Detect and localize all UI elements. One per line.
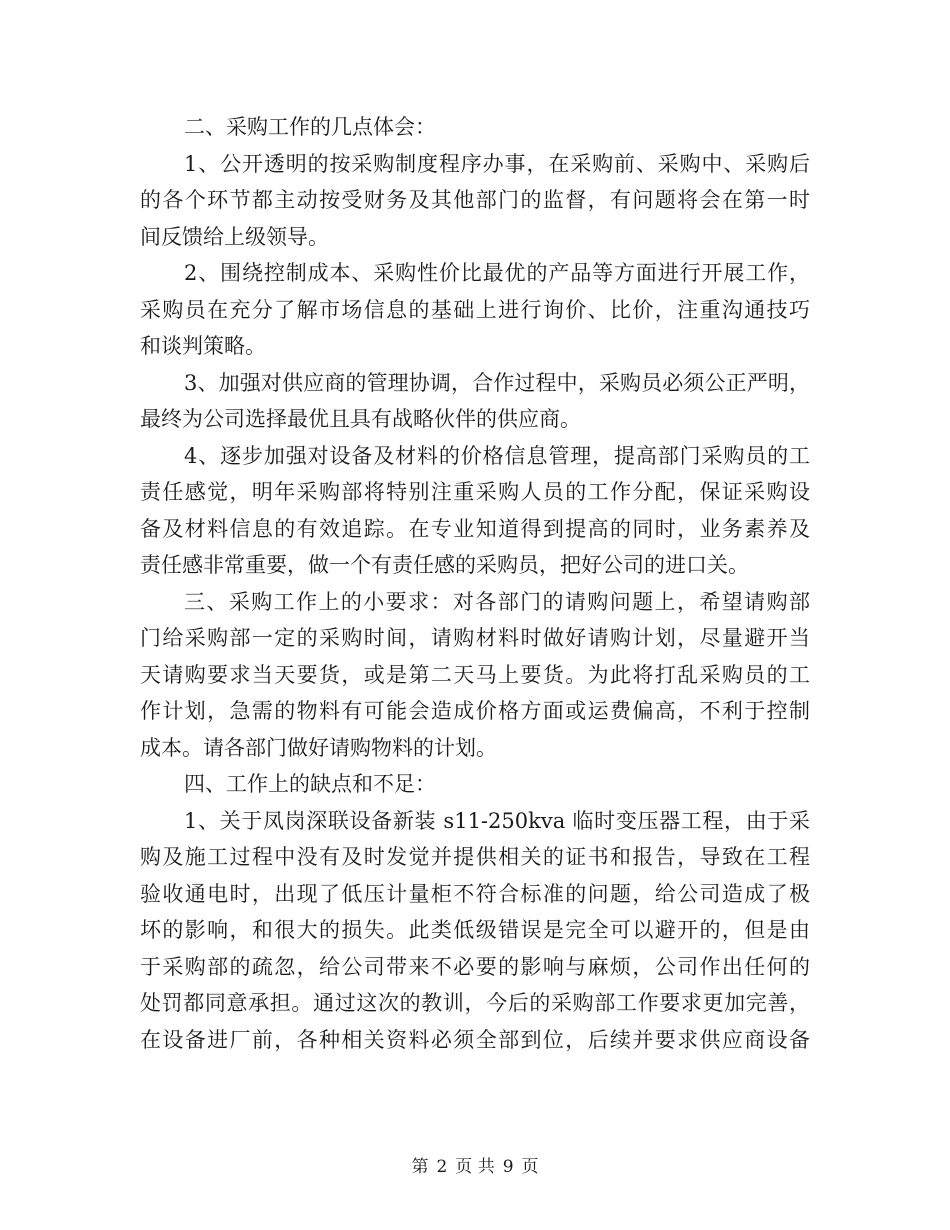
text-line: 成本。请各部门做好请购物料的计划。	[140, 735, 497, 760]
text-line: 和谈判策略。	[140, 334, 266, 358]
text-line: 采购员在充分了解市场信息的基础上进行询价、比价，注重沟通技巧	[140, 297, 810, 322]
footer-prefix: 第	[411, 1157, 429, 1177]
text-line: 验收通电时，出现了低压计量柜不符合标准的问题，给公司造成了极	[140, 881, 810, 906]
text-line: 1、公开透明的按采购制度程序办事，在采购前、采购中、采购后	[184, 151, 810, 176]
text-line: 四、工作上的缺点和不足：	[184, 772, 436, 796]
text-line: 4、逐步加强对设备及材料的价格信息管理，提高部门采购员的工	[184, 443, 810, 468]
text-line: 门给采购部一定的采购时间，请购材料时做好请购计划，尽量避开当	[140, 626, 810, 650]
text-line: 最终为公司选择最优且具有战略伙伴的供应商。	[140, 407, 581, 431]
text-line: 天请购要求当天要货，或是第二天马上要货。为此将打乱采购员的工	[140, 662, 810, 687]
text-line: 于采购部的疏忽，给公司带来不必要的影响与麻烦，公司作出任何的	[140, 954, 810, 979]
footer-suffix: 页	[521, 1157, 539, 1177]
text-line: 处罚都同意承担。通过这次的教训，今后的采购部工作要求更加完善，	[140, 991, 810, 1015]
text-line: 的各个环节都主动按受财务及其他部门的监督，有问题将会在第一时	[140, 188, 810, 212]
text-line: 作计划，急需的物料有可能会造成价格方面或运费偏高，不利于控制	[140, 699, 810, 723]
page-footer	[0, 1152, 950, 1177]
text-line: 1、关于凤岗深联设备新装 s11-250kva 临时变压器工程，由于采	[184, 808, 810, 833]
text-line: 坏的影响，和很大的损失。此类低级错误是完全可以避开的，但是由	[140, 918, 810, 942]
text-line: 二、采购工作的几点体会：	[184, 115, 436, 139]
text-line: 间反馈给上级领导。	[140, 224, 329, 249]
text-line: 责任感非常重要，做一个有责任感的采购员，把好公司的进口关。	[140, 553, 749, 577]
document-body	[140, 109, 810, 1058]
text-line: 3、加强对供应商的管理协调，合作过程中，采购员必须公正严明，	[184, 370, 810, 395]
text-line: 在设备进厂前，各种相关资料必须全部到位，后续并要求供应商设备	[140, 1027, 810, 1052]
footer-total-pages: 9	[502, 1157, 514, 1177]
footer-current-page: 2	[436, 1157, 448, 1177]
text-line: 责任感觉，明年采购部将特别注重采购人员的工作分配，保证采购设	[140, 480, 810, 504]
text-line: 三、采购工作上的小要求：对各部门的请购问题上，希望请购部	[184, 589, 810, 614]
text-line: 购及施工过程中没有及时发觉并提供相关的证书和报告，导致在工程	[140, 845, 810, 869]
footer-middle: 页 共	[455, 1157, 495, 1177]
text-line: 备及材料信息的有效追踪。在专业知道得到提高的同时，业务素养及	[140, 516, 810, 541]
text-line: 2、围绕控制成本、采购性价比最优的产品等方面进行开展工作，	[184, 261, 810, 285]
